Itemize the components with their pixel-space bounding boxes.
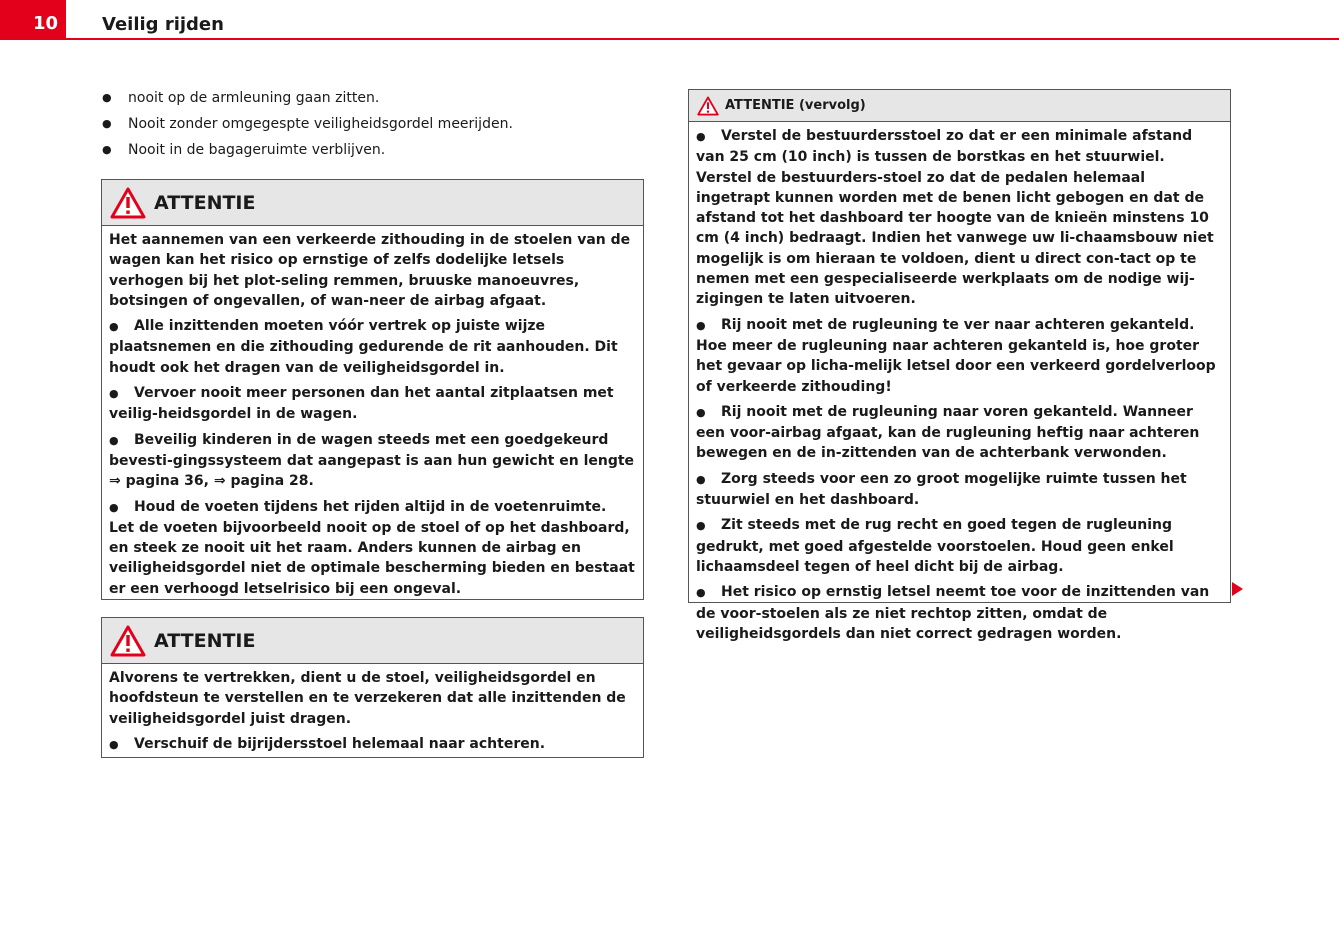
warning-bullet [109,383,636,425]
warning-bullet [696,315,1223,397]
list-item: ● Nooit zonder omgegespte veiligheidsgordel meerijden. [102,114,644,134]
bullet-icon: ● [696,472,706,486]
warning-bullet [109,430,636,492]
intro-list [102,88,644,166]
warning-box-continued [688,89,1231,642]
warning-title: ATTENTIE [154,629,256,652]
warning-bullet-text: Het risico op ernstig letsel neemt toe voor de inzittenden van de voor-stoelen als ze niet rechtop zitten, omdat de veiligheidsgordels dan niet correct gedragen worden. [696,584,1210,642]
warning-bullet [696,469,1223,511]
warning-bullet-text: Houd de voeten tijdens het rijden altijd in de voetenruimte. Let de voeten bijvoorbeeld nooit op de stoel of op het dashboard, en steek ze nooit uit het raam. Anders kunnen de airbag en veiligheidsgordel niet de optimale bescherming bieden en bestaat er een verhoogd letselrisico bij een ongeval. [109,498,635,597]
warning-bullet-text: Verschuif de bijrijdersstoel helemaal naar achteren. [134,735,546,752]
warning-title: ATTENTIE (vervolg) [725,98,866,113]
warning-bullet-text: Rij nooit met de rugleuning te ver naar achteren gekanteld. Hoe meer de rugleuning naar achteren gekanteld is, hoe groter het gevaar op licha-melijk letsel door een verkeerd gordelverloop of verkeerde zithouding! [696,316,1216,395]
warning-box-body [102,664,643,759]
bullet-icon: ● [109,320,119,334]
warning-box-header [102,180,643,226]
list-item: ● Nooit in de bagageruimte verblijven. [102,140,644,160]
warning-box-body [102,226,643,603]
warning-bullet-text: Beveilig kinderen in de wagen steeds met een goedgekeurd bevesti-gingssysteem dat aangepast is aan hun gewicht en lengte ⇒ pagina 36, ⇒ pagina 28. [109,431,635,490]
bullet-icon: ● [696,130,706,143]
warning-bullet-text: Verstel de bestuurdersstoel zo dat er een minimale afstand van 25 cm (10 inch) is tussen de borstkas en het stuurwiel. Verstel de bestuurders-stoel zo dat de pedalen helemaal ingetrapt kunnen worden met de benen licht gebogen en dat de afstand tot het dashboard ter hoogte van de knieën minstens 10 cm (4 inch) bedraagt. Indien het vanwege uw li-chaamsbouw niet mogelijk is om hieraan te voldoen, dient u direct con-tact op te nemen met een gespecialiseerde werkplaats om de nodige wij-zigingen te laten uitvoeren. [696,128,1214,308]
warning-bullet-text: Zorg steeds voor een zo groot mogelijke ruimte tussen het stuurwiel en het dashboard. [696,470,1187,509]
page-number: 10 [0,0,66,40]
warning-bullet [696,582,1223,644]
bullet-icon: ● [696,586,706,600]
bullet-icon: ● [109,387,119,401]
warning-bullet-text: Zit steeds met de rug recht en goed tegen de rugleuning gedrukt, met goed afgestelde voorstoelen. Houd geen enkel lichaamsdeel tegen of heel dicht bij de airbag. [696,517,1174,575]
bullet-icon: ● [696,405,706,419]
bullet-icon: ● [696,519,706,533]
warning-bullet [109,316,636,378]
warning-bullet-text: Rij nooit met de rugleuning naar voren gekanteld. Wanneer een voor-airbag afgaat, kan de rugleuning heftig naar achteren bewegen en de in-zittenden van de achterbank verwonden. [696,403,1200,462]
warning-intro: Alvorens te vertrekken, dient u de stoel, veiligheidsgordel en hoofdsteun te verstellen en te verzekeren dat alle inzittenden de veiligheidsgordel juist dragen. [109,670,626,727]
warning-bullet [109,734,636,755]
warning-bullet [109,497,636,599]
header-rule [0,38,1339,40]
warning-box-body [689,122,1230,648]
warning-box-2 [101,617,644,758]
warning-triangle-icon [110,625,146,657]
warning-box-header [689,90,1230,122]
warning-intro: Het aannemen van een verkeerde zithouding in de stoelen van de wagen kan het risico op ernstige of zelfs dodelijke letsels verhogen bij het plot-seling remmen, bruuske manoeuvres, botsingen of ongevallen, of wan-neer de airbag afgaat. [109,232,631,309]
warning-triangle-icon [110,187,146,219]
bullet-icon: ● [109,500,119,514]
warning-bullet [696,402,1223,464]
warning-bullet-text: Alle inzittenden moeten vóór vertrek op juiste wijze plaatsnemen en die zithouding gedurende de rit aanhouden. Dit houdt ook het dragen van de veiligheidsgordel in. [109,318,618,376]
page-title: Veilig rijden [102,14,224,35]
bullet-icon: ● [109,737,119,751]
warning-box-header [102,618,643,664]
continue-arrow-icon [1232,582,1243,596]
warning-bullet [696,126,1223,310]
bullet-icon: ● [696,318,706,332]
warning-triangle-icon [697,96,719,116]
warning-bullet-text: Vervoer nooit meer personen dan het aantal zitplaatsen met veilig-heidsgordel in de wagen. [109,385,614,423]
warning-title: ATTENTIE [154,191,256,214]
bullet-icon: ● [109,433,119,447]
list-item: ● nooit op de armleuning gaan zitten. [102,88,644,108]
warning-bullet [696,515,1223,577]
warning-box-1 [101,179,644,600]
